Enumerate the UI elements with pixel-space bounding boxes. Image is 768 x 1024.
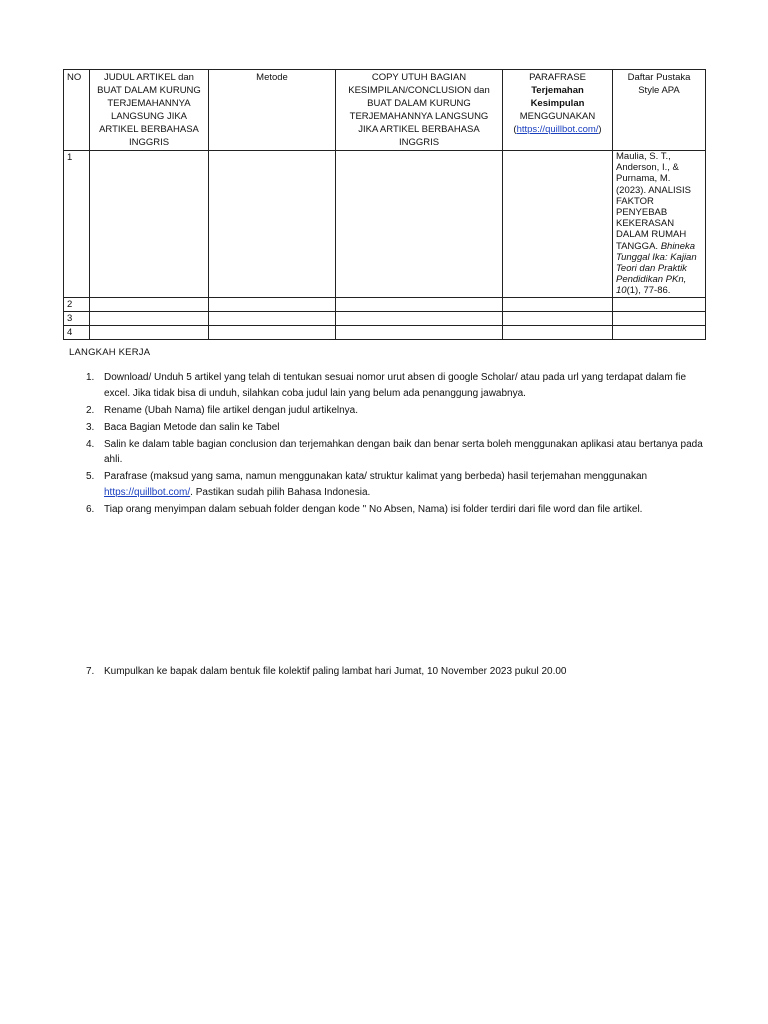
cell-daftar-pustaka	[613, 151, 706, 298]
list-item	[69, 664, 744, 680]
header-copy-kesimpulan: COPY UTUH BAGIAN KESIMPILAN/CONCLUSION dan BUAT DALAM KURUNG TERJEMAHANNYA LANGSUNG JIKA ARTIKEL BERBAHASA INGGRIS	[336, 70, 503, 151]
quillbot-link[interactable]: https://quillbot.com/	[104, 486, 191, 498]
row-number: 2	[64, 297, 90, 311]
list-item	[69, 469, 709, 500]
parafrase-title: PARAFRASE	[529, 72, 586, 83]
step-text: Baca Bagian Metode dan salin ke Tabel	[104, 421, 280, 433]
parafrase-menggunakan: MENGGUNAKAN	[519, 111, 596, 122]
list-item	[69, 403, 709, 419]
step-text: Rename (Ubah Nama) file artikel dengan judul artikelnya.	[104, 404, 359, 416]
cell-metode	[209, 311, 336, 325]
cell-metode	[209, 297, 336, 311]
list-item	[69, 437, 709, 468]
table-row	[64, 151, 706, 298]
step-number: 4.	[86, 438, 95, 450]
table-row	[64, 325, 706, 339]
cell-daftar-pustaka	[613, 297, 706, 311]
list-item	[69, 370, 709, 401]
header-parafrase	[503, 70, 613, 151]
reference-volume: 10	[616, 285, 627, 297]
step-number: 1.	[86, 372, 95, 383]
reference-journal: Bhineka Tunggal Ika: Kajian Teori dan Praktik Pendidikan PKn	[616, 240, 697, 286]
cell-copy	[336, 151, 503, 298]
cell-judul	[90, 325, 209, 339]
cell-copy	[336, 325, 503, 339]
step-text: Tiap orang menyimpan dalam sebuah folder dengan kode " No Absen, Nama) isi folder terdiri dari file word dan file artikel.	[104, 503, 643, 515]
cell-daftar-pustaka	[613, 311, 706, 325]
step-text: Kumpulkan ke bapak dalam bentuk file kolektif paling lambat hari Jumat, 10 November 2023 pukul 20.00	[104, 666, 567, 677]
parafrase-bold-label: Terjemahan Kesimpulan	[530, 85, 585, 109]
header-no: NO	[64, 70, 90, 151]
table-header-row	[64, 70, 706, 151]
row-number: 1	[64, 151, 90, 298]
paren-close: )	[598, 124, 602, 135]
reference-plain: Maulia, S. T., Anderson, I., & Purnama, M. (2023). ANALISIS FAKTOR PENYEBAB KEKERASAN DALAM RUMAH TANGGA.	[616, 151, 691, 252]
step-number: 3.	[86, 421, 95, 433]
steps-list	[69, 370, 709, 677]
list-item	[69, 502, 709, 518]
row-number: 4	[64, 325, 90, 339]
cell-judul	[90, 311, 209, 325]
quillbot-link-header[interactable]: https://quillbot.com/	[516, 124, 599, 135]
step-text-before-link: Parafrase (maksud yang sama, namun menggunakan kata/ struktur kalimat yang berbeda) hasil terjemahan menggunakan	[104, 471, 648, 482]
reference-tail: (1), 77-86.	[626, 285, 671, 297]
step-number: 6.	[86, 503, 95, 515]
row-number: 3	[64, 311, 90, 325]
table-row	[64, 297, 706, 311]
cell-daftar-pustaka	[613, 325, 706, 339]
step-text-after-link: . Pastikan sudah pilih Bahasa Indonesia.	[190, 486, 371, 498]
list-item	[69, 420, 709, 436]
cell-parafrase	[503, 151, 613, 298]
header-metode: Metode	[209, 70, 336, 151]
step-number: 7.	[86, 666, 95, 677]
cell-parafrase	[503, 297, 613, 311]
paren-open: (	[513, 124, 517, 135]
step-number: 5.	[86, 471, 95, 482]
step-text: Salin ke dalam table bagian conclusion dan terjemahkan dengan baik dan benar serta boleh menggunakan aplikasi atau bertanya pada ahli.	[104, 438, 703, 465]
cell-judul	[90, 151, 209, 298]
parafrase-link-line	[506, 123, 609, 136]
cell-copy	[336, 311, 503, 325]
cell-parafrase	[503, 325, 613, 339]
table-row	[64, 311, 706, 325]
step-number: 2.	[86, 404, 95, 416]
step-text: Download/ Unduh 5 artikel yang telah di tentukan sesuai nomor urut absen di google Scholar/ atau pada url yang terdapat dalam fie excel. Jika tidak bisa di unduh, silahkan coba judul lain yang belum ada penanggung jawabnya.	[104, 372, 687, 399]
cell-metode	[209, 325, 336, 339]
cell-metode	[209, 151, 336, 298]
cell-copy	[336, 297, 503, 311]
langkah-kerja-heading: LANGKAH KERJA	[69, 347, 151, 358]
cell-judul	[90, 297, 209, 311]
header-judul: JUDUL ARTIKEL dan BUAT DALAM KURUNG TERJEMAHANNYA LANGSUNG JIKA ARTIKEL BERBAHASA INGGRIS	[90, 70, 209, 151]
assignment-table	[63, 69, 706, 340]
header-daftar-pustaka: Daftar Pustaka Style APA	[613, 70, 706, 151]
cell-parafrase	[503, 311, 613, 325]
reference-comma: ,	[683, 274, 687, 286]
